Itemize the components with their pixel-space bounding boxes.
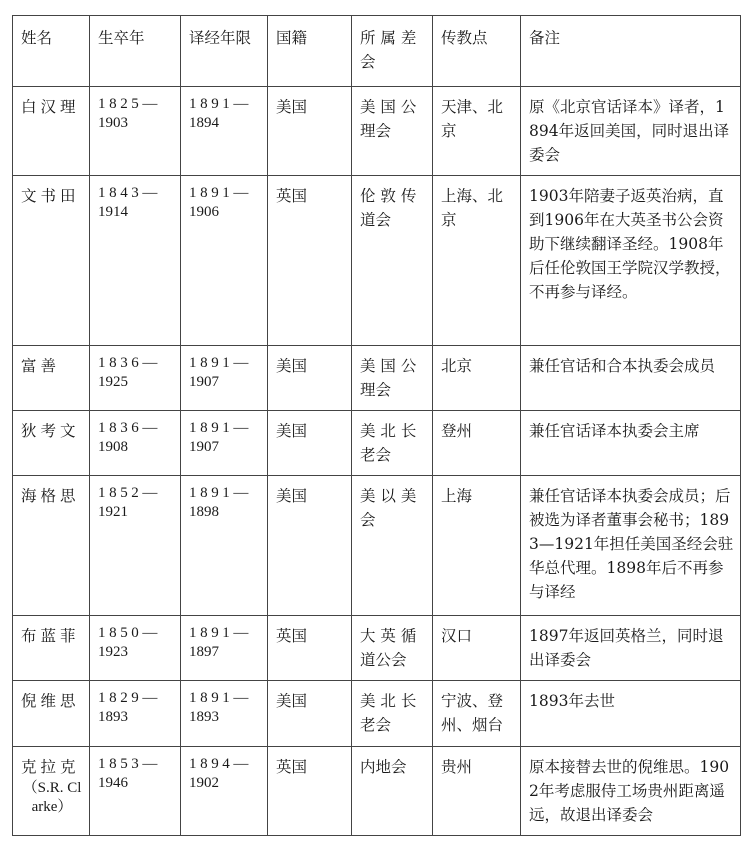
cell-lifespan-end: 1921 [98,504,128,520]
cell-translation-years [181,176,268,346]
cell-station: 登州 [433,411,521,476]
cell-mission: 美 北 长 老会 [352,681,433,747]
cell-translation-years-end: 1898 [189,504,219,520]
header-mission: 所 属 差 会 [352,16,433,87]
cell-note: 原《北京官话译本》译者，1894年返回美国，同时退出译委会 [521,87,741,176]
cell-translation-years-start: 1891— [189,185,252,201]
cell-station: 汉口 [433,616,521,681]
cell-lifespan-start: 1853— [98,756,161,772]
cell-translation-years-end: 1907 [189,374,219,390]
cell-lifespan-end: 1908 [98,439,128,455]
cell-translation-years-start: 1894— [189,756,252,772]
cell-station: 天津、北京 [433,87,521,176]
cell-lifespan-end: 1903 [98,115,128,131]
cell-lifespan-start: 1836— [98,355,161,371]
cell-lifespan [90,411,181,476]
cell-translation-years-end: 1902 [189,775,219,791]
table-row [13,87,741,176]
cell-name [13,87,90,176]
cell-nationality: 美国 [268,87,352,176]
cell-name [13,346,90,411]
cell-translation-years-start: 1891— [189,690,252,706]
cell-translation-years-end: 1894 [189,115,219,131]
cell-name [13,176,90,346]
cell-station: 北京 [433,346,521,411]
cell-lifespan-end: 1914 [98,204,128,220]
cell-translation-years-start: 1891— [189,96,252,112]
cell-lifespan [90,87,181,176]
cell-name [13,411,90,476]
cell-lifespan-start: 1836— [98,420,161,436]
cell-note: 1903年陪妻子返英治病，直到1906年在大英圣书公会资助下继续翻译圣经。1908年后任伦敦国王学院汉学教授，不再参与译经。 [521,176,741,346]
cell-lifespan-start: 1825— [98,96,161,112]
cell-lifespan-end: 1923 [98,644,128,660]
cell-lifespan [90,476,181,616]
header-name: 姓名 [13,16,90,87]
translator-name: 布蓝菲 [21,627,80,645]
cell-note: 原本接替去世的倪维思。1902年考虑服侍工场贵州距离遥远，故退出译委会 [521,747,741,836]
cell-translation-years-end: 1907 [189,439,219,455]
header-lifespan: 生卒年 [90,16,181,87]
cell-note: 1893年去世 [521,681,741,747]
cell-translation-years [181,346,268,411]
cell-translation-years-start: 1891— [189,355,252,371]
table-body [13,87,741,836]
cell-note: 兼任官话译本执委会成员；后被选为译者董事会秘书；1893—1921年担任美国圣经会驻华总代理。1898年后不再参与译经 [521,476,741,616]
cell-translation-years [181,87,268,176]
cell-name [13,681,90,747]
cell-note: 1897年返回英格兰，同时退出译委会 [521,616,741,681]
cell-station: 宁波、登州、烟台 [433,681,521,747]
cell-lifespan [90,616,181,681]
cell-nationality: 美国 [268,476,352,616]
cell-lifespan [90,176,181,346]
table-row [13,747,741,836]
cell-translation-years-start: 1891— [189,625,252,641]
header-nationality: 国籍 [268,16,352,87]
cell-nationality: 英国 [268,747,352,836]
cell-nationality: 美国 [268,411,352,476]
header-row [13,16,741,87]
cell-note: 兼任官话译本执委会主席 [521,411,741,476]
cell-mission: 美 以 美 会 [352,476,433,616]
cell-nationality: 美国 [268,346,352,411]
cell-name [13,476,90,616]
cell-name [13,747,90,836]
table-row [13,616,741,681]
cell-lifespan-start: 1852— [98,485,161,501]
cell-mission: 大 英 循 道公会 [352,616,433,681]
translator-name: 富善 [21,357,61,375]
header-translation-years: 译经年限 [181,16,268,87]
cell-station: 上海 [433,476,521,616]
translator-name: 海格思 [21,487,80,505]
cell-nationality: 英国 [268,616,352,681]
cell-station: 上海、北京 [433,176,521,346]
cell-nationality: 美国 [268,681,352,747]
cell-lifespan-end: 1925 [98,374,128,390]
table-row [13,681,741,747]
cell-name [13,616,90,681]
translator-name-en: （S.R. Clarke） [22,780,82,815]
cell-mission: 美 北 长 老会 [352,411,433,476]
cell-lifespan-start: 1850— [98,625,161,641]
cell-lifespan [90,681,181,747]
table-row [13,411,741,476]
cell-translation-years-end: 1893 [189,709,219,725]
cell-translation-years [181,747,268,836]
cell-mission: 伦 敦 传 道会 [352,176,433,346]
cell-mission: 内地会 [352,747,433,836]
cell-lifespan-end: 1893 [98,709,128,725]
table-row [13,176,741,346]
table-row [13,346,741,411]
table-row [13,476,741,616]
translator-name: 文书田 [21,187,80,205]
translator-name: 狄考文 [21,422,80,440]
translator-name: 克拉克 [21,758,80,776]
cell-lifespan-start: 1843— [98,185,161,201]
cell-translation-years [181,411,268,476]
table-header [13,16,741,87]
translator-name: 白汉理 [21,98,80,116]
cell-mission: 美 国 公 理会 [352,87,433,176]
cell-translation-years [181,681,268,747]
cell-mission: 美 国 公 理会 [352,346,433,411]
cell-lifespan-start: 1829— [98,690,161,706]
translators-table [12,15,741,836]
cell-lifespan-end: 1946 [98,775,128,791]
header-station: 传教点 [433,16,521,87]
cell-translation-years [181,616,268,681]
cell-translation-years-start: 1891— [189,485,252,501]
cell-station: 贵州 [433,747,521,836]
cell-lifespan [90,747,181,836]
cell-lifespan [90,346,181,411]
cell-translation-years-end: 1897 [189,644,219,660]
cell-note: 兼任官话和合本执委会成员 [521,346,741,411]
cell-translation-years-end: 1906 [189,204,219,220]
cell-translation-years-start: 1891— [189,420,252,436]
cell-nationality: 英国 [268,176,352,346]
translator-name: 倪维思 [21,692,80,710]
header-notes: 备注 [521,16,741,87]
cell-translation-years [181,476,268,616]
